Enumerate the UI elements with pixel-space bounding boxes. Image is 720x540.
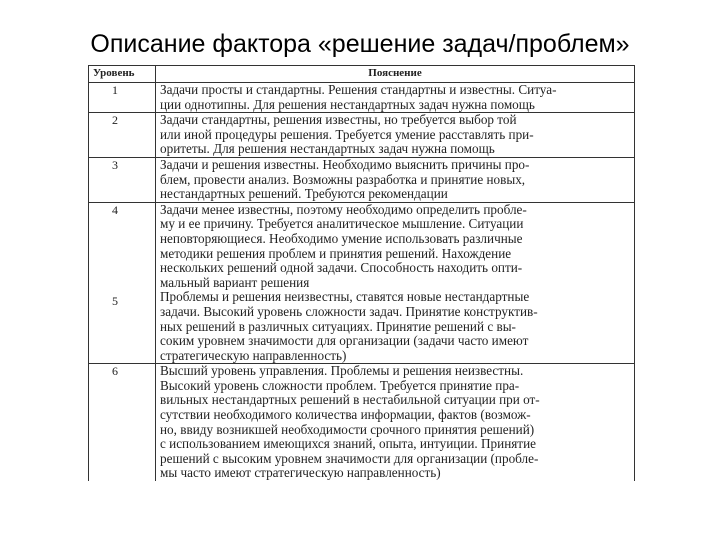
text-line: стратегическую направленность)	[160, 347, 347, 363]
text-line: Проблемы и решения неизвестны, ставятся новые нестандартные	[160, 289, 530, 305]
header-level: Уровень	[89, 66, 156, 83]
text-line: Задачи менее известны, поэтому необходимо определить пробле-	[160, 201, 527, 217]
explanation-cell	[156, 83, 635, 113]
text-line: вильных нестандартных решений в нестабильной ситуации при от-	[160, 392, 540, 408]
level-number: 4	[112, 202, 118, 217]
level-cell	[89, 157, 156, 202]
level-number: 1	[112, 83, 118, 97]
table-row	[89, 202, 635, 364]
text-line: задачи. Высокий уровень сложности задач. Принятие конструктив-	[160, 303, 538, 319]
level-number: 2	[112, 113, 118, 128]
level-number: 6	[112, 364, 118, 379]
text-line: мы часто имеют стратегическую направленность)	[160, 465, 441, 481]
text-line: но, ввиду возникшей необходимости срочного принятия решений)	[160, 421, 535, 437]
table-row	[89, 364, 635, 481]
level-cell	[89, 83, 156, 113]
text-line: неповторяющиеся. Необходимо умение использовать различные	[160, 230, 523, 246]
table-row	[89, 83, 635, 113]
text-line: Высокий уровень сложности проблем. Требуется принятие пра-	[160, 377, 520, 393]
text-line: методики решения проблем и принятия решений. Нахождение	[160, 245, 512, 261]
table-row	[89, 157, 635, 202]
table-row	[89, 113, 635, 158]
slide-title: Описание фактора «решение задач/проблем»	[90, 30, 630, 58]
text-line: Задачи стандартны, решения известны, но требуется выбор той	[160, 112, 517, 128]
text-line: или иной процедуры решения. Требуется умение расставлять при-	[160, 126, 534, 142]
text-line: нестандартных решений. Требуются рекомендации	[160, 186, 448, 202]
header-explanation: Пояснение	[156, 66, 635, 83]
text-line: ных решений в различных ситуациях. Принятие решений с вы-	[160, 318, 516, 334]
explanation-cell	[156, 202, 635, 364]
level-number: 5	[112, 294, 118, 309]
level-number: 3	[112, 157, 118, 172]
text-line: ции однотипны. Для решения нестандартных задач нужна помощь	[160, 96, 535, 112]
table-header-row	[89, 66, 635, 83]
text-line: Высший уровень управления. Проблемы и решения неизвестны.	[160, 363, 524, 379]
text-line: мальный вариант решения	[160, 274, 310, 290]
text-line: решений с высоким уровнем значимости для организации (пробле-	[160, 450, 539, 466]
text-line: сутствии необходимого количества информации, фактов (возмож-	[160, 407, 531, 423]
text-line: Задачи просты и стандартны. Решения стандартны и известны. Ситуа-	[160, 82, 557, 97]
explanation-cell	[156, 157, 635, 202]
text-line: блем, провести анализ. Возможны разработка и принятие новых,	[160, 171, 526, 187]
text-line: нескольких решений одной задачи. Способность находить опти-	[160, 260, 523, 276]
text-line: Задачи и решения известны. Необходимо выяснить причины про-	[160, 156, 530, 172]
explanation-cell	[156, 113, 635, 158]
factor-table	[88, 65, 635, 481]
level-cell	[89, 113, 156, 158]
text-line: соким уровнем значимости для организации (задачи часто имеют	[160, 333, 529, 349]
level-cell	[89, 202, 156, 364]
level-cell	[89, 364, 156, 481]
text-line: с использованием имеющихся знаний, опыта, интуиции. Принятие	[160, 436, 536, 452]
explanation-cell	[156, 364, 635, 481]
text-line: му и ее причину. Требуется аналитическое мышление. Ситуации	[160, 216, 524, 232]
text-line: оритеты. Для решения нестандартных задач нужна помощь	[160, 141, 495, 157]
